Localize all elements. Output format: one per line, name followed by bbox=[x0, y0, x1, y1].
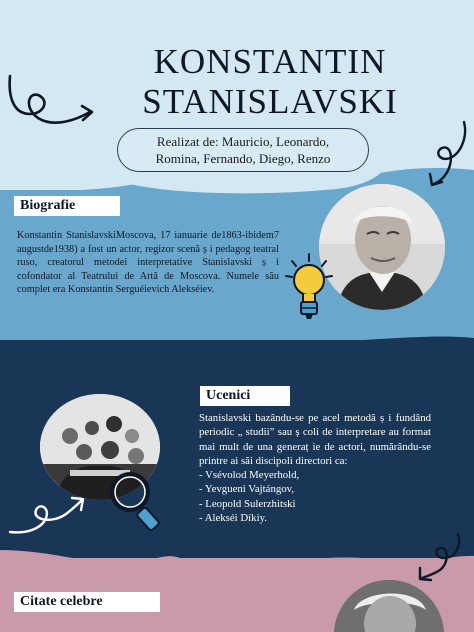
wave-blue-navy bbox=[0, 320, 474, 360]
ucenici-text bbox=[199, 411, 431, 525]
curly-arrow-icon bbox=[424, 118, 472, 190]
disciple-item: - Alekséi Díkiy. bbox=[199, 512, 267, 525]
disciple-item: - Yevgueni Vajtángov, bbox=[199, 483, 295, 496]
curly-arrow-icon bbox=[4, 62, 104, 134]
curly-arrow-icon bbox=[410, 528, 466, 584]
magnifier-icon bbox=[108, 470, 168, 534]
authors-line-2: Romina, Fernando, Diego, Renzo bbox=[155, 151, 331, 166]
ucenici-heading: Ucenici bbox=[200, 386, 290, 406]
biografie-heading: Biografie bbox=[14, 196, 120, 216]
person-photo bbox=[319, 184, 445, 310]
authors-line-1: Realizat de: Mauricio, Leonardo, bbox=[156, 134, 330, 149]
title-line-1: KONSTANTIN bbox=[153, 42, 387, 81]
disciple-item: - Leopold Sulerzhitski bbox=[199, 497, 296, 510]
disciples-list bbox=[199, 468, 431, 525]
disciple-item: - Vsévolod Meyerhold, bbox=[199, 469, 300, 482]
page-title bbox=[120, 42, 420, 122]
citate-heading: Citate celebre bbox=[14, 592, 160, 612]
ucenici-intro: Stanislavski bazându-se pe acel metodă ș i fundând periodic „ studii” sau ș coli de interpretare au format mai mult de una generaț ie de actori, numărându-se printre ai săi discipoli directori ca: bbox=[199, 412, 431, 467]
stanislavski-portrait bbox=[319, 184, 445, 310]
biografie-text: Konstantin StanislavskiMoscova, 17 ianuarie de1863-ibidem7 augustde1938) a fost un actor, regizor scenă ș i pedagog teatral ruso, creatorul metodei interpretative Stanislavski ș i cofondator al Teatrului de Artă de Moscova. Numele său complet era Konstantín Serguéievich Alekséiev. bbox=[17, 230, 279, 295]
lightbulb-icon bbox=[284, 252, 334, 324]
title-line-2: STANISLAVSKI bbox=[142, 82, 398, 121]
authors-pill bbox=[117, 128, 369, 172]
